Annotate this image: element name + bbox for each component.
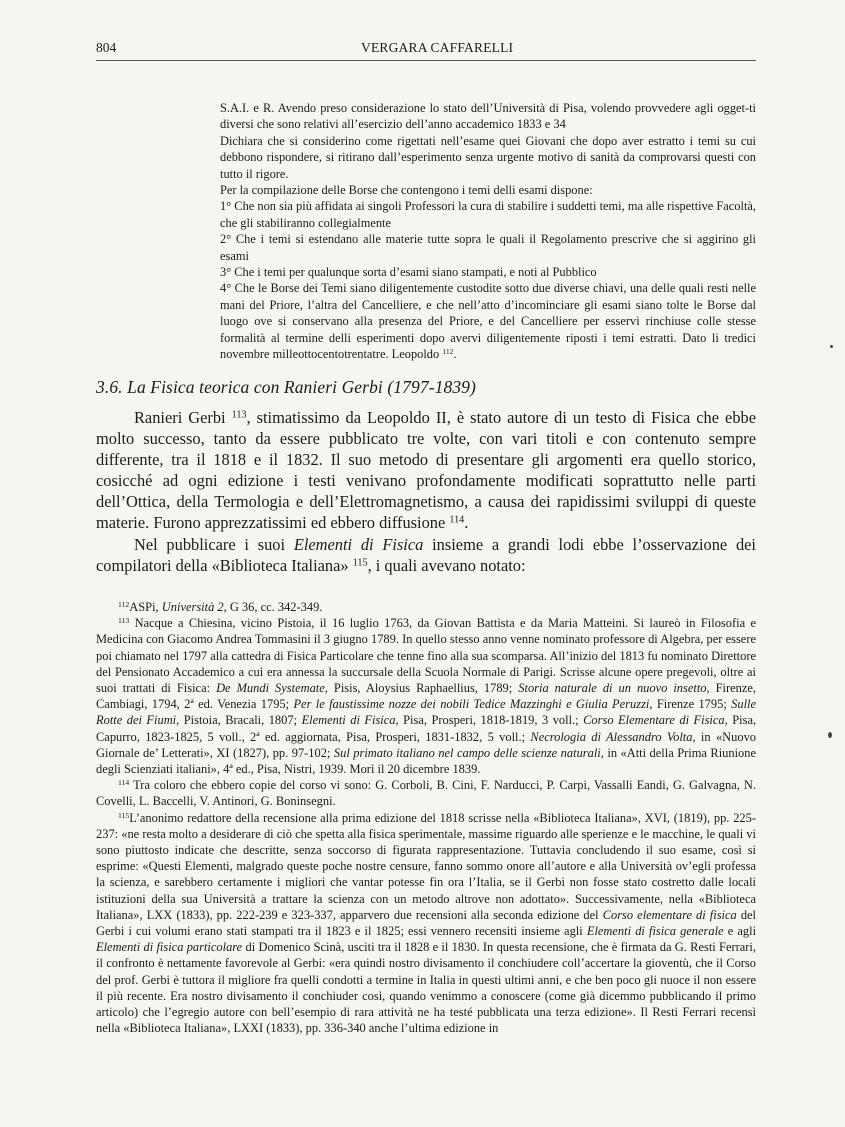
footnote-text: del Gerbi i cui volumi erano stati stampati tra il 1823 e il 1825; essi vennero recensiti insieme agli <box>96 907 757 939</box>
footnote-italic: De Mundi Systemate, <box>216 681 328 696</box>
body-paragraph <box>96 407 756 534</box>
section-title: La Fisica teorica con Ranieri Gerbi (1797-1839) <box>127 377 476 397</box>
footnote-text: e agli <box>727 924 757 939</box>
body-text-run: . <box>464 513 469 533</box>
body-text-run: insieme a grandi lodi ebbe l’osservazione dei compilatori della «Biblioteca Italiana» <box>96 534 756 575</box>
footnote-text: Pisis, Aloysius Raphaellius, 1789; <box>333 681 513 696</box>
document-paragraph: 2° Che i temi si estendano alle materie tutte sopra le quali il Regolamento prescrive che si aggirino gli esami <box>220 232 756 263</box>
document-paragraph: Per la compilazione delle Borse che contengono i temi delli esami dispone: <box>220 183 593 198</box>
body-text <box>96 407 756 576</box>
margin-speck <box>828 732 832 738</box>
footnote-ref: 115 <box>352 557 368 569</box>
footnote-text: ASPi, <box>129 600 159 614</box>
footnote-italic: Sul primato italiano nel campo delle scienze naturali, <box>333 745 604 760</box>
footnote-italic: Sulle Rotte dei Fiumi, <box>96 697 757 728</box>
footnote-ref: 114 <box>449 514 465 526</box>
footnote-text: L’anonimo redattore della recensione alla prima edizione del 1818 scrisse nella «Biblioteca Italiana», XVI, (1819), pp. 225-237: «ne resta molto a desiderare di ciò che spetta alla fisica sperimentale, massime riguardo alle sperienze e le macchine, le quali vi sono piuttosto indicate che descritte, senza soccorso di figurata rappresentazione. Tuttavia concludendo il suo esame, così si esprime: «Questi Elementi, malgrado queste poche nostre censure, fanno sommo onore all’autore e alla Università ov’egli professa la scienza, e sarebbero certamente i migliori che vantar potesse fin ora l’Italia, se il Gerbi non fosse stato costretto dalle locali istituzioni della sua Università a trattare la scienza con un metodo altrove non adottato». Successivamente, nella «Biblioteca Italiana», LXX (1833), pp. 222-239 e 323-337, apparvero due recensioni alla seconda edizione del <box>96 810 756 922</box>
footnote-number: 115 <box>118 810 130 820</box>
footnote-ref: 113 <box>231 409 247 421</box>
footnote-text: Pisa, Prosperi, 1818-1819, 3 voll.; <box>403 713 579 728</box>
section-heading <box>96 377 756 398</box>
margin-speck <box>830 345 833 348</box>
section-number: 3.6. <box>96 377 123 397</box>
document-paragraph: 1° Che non sia più affidata ai singoli Professori la cura di stabilire i suddetti temi, ma alle rispettive Facoltà, che gli stabiliranno collegialmente <box>220 199 756 230</box>
footnote-114 <box>96 777 756 809</box>
body-text-run: , i quali avevano notato: <box>367 555 526 575</box>
document-paragraph: S.A.I. e R. Avendo preso considerazione lo stato dell’Università di Pisa, volendo provvedere agli ogget-ti diversi che sono relativi all’esercizio dell’anno accademico 1833 e 34 <box>220 101 756 132</box>
footnote-ref: 112 <box>442 346 454 356</box>
page-number: 804 <box>96 40 117 55</box>
footnote-115 <box>96 810 756 1037</box>
footnote-italic: Università 2, <box>161 600 227 614</box>
footnote-italic: Corso Elementare di Fisica, <box>583 713 728 728</box>
footnote-italic: Necrologia di Alessandro Volta, <box>530 729 696 744</box>
document-paragraph-signed: 4° Che le Borse dei Temi siano diligentemente custodite sotto due diverse chiavi, una delle quali resti nelle mani del Priore, l’altra del Cancelliere, e che nell’atto d’incominciare gli esami siano tolte le Borse dal luogo ove si conservano alla presenza del Priore, e del Cancelliere per esservi rinchiuse colle stesse formalità al termine delli esperimenti dopo avervi diligentemente riposti i temi estratti. Dato li tredici novembre milleottocentotrentatre. Leopoldo $^{112}$. <box>220 281 756 362</box>
footnote-text: Pistoia, Bracali, 1807; <box>183 713 298 728</box>
footnote-text: G 36, cc. 342-349. <box>229 600 323 614</box>
footnote-text: Firenze, Cambiagi, 1794, 2ª ed. Venezia 1795; <box>96 681 757 712</box>
footnote-italic: Corso elementare di fisica <box>602 907 737 922</box>
body-text-run: Nel pubblicare i suoi <box>134 534 286 554</box>
book-title: Elementi di Fisica <box>293 534 424 554</box>
body-text-run: Ranieri Gerbi <box>134 408 226 427</box>
footnote-text: Nacque a Chiesina, vicino Pistoia, il 16 luglio 1763, da Giovan Battista e da Maria Matteini. Si laureò in Filosofia e Medicina con Giacomo Andrea Tommasini il 3 giugno 1789. In quello stesso anno venne nominato professore di Algebra, per essere poi chiamato nel 1797 alla cattedra di Fisica Particolare che tenne fino alla sua scomparsa. All’inizio del 1813 fu nominato Direttore del Pensionato Accademico a cui era annessa la succursale della Scuola Normale di Parigi. Scrisse alcune opere pregevoli, oltre ai suoi trattati di Fisica: <box>96 616 756 696</box>
footnote-text: di Domenico Scinà, usciti tra il 1828 e il 1830. In questa recensione, che è firmata da G. Resti Ferrari, il confronto è nettamente favorevole al Gerbi: «era quindi nostro divisamento il conchiudere coll’accertare la gioventù, che il Corso del prof. Gerbi è tuttora il migliore fra quelli condotti a termine in Italia in questi ultimi anni, e che ben poco gli nuoce il non essere il più recente. Era nostro divisamento il conchiuder così, quando venimmo a conoscere (come già dicemmo pubblicando il primo articolo) che l’egregio autore con bell’esempio di rara attività ne ha testé pubblicata una terza edizione». Il Resti Ferrari recensì nella «Biblioteca Italiana», LXXI (1833), pp. 336-340 anche l’ultima edizione in <box>96 940 756 1036</box>
footnote-italic: Storia naturale di un nuovo insetto, <box>518 681 710 696</box>
document-paragraph: 3° Che i temi per qualunque sorta d’esami siano stampati, e noti al Pubblico <box>220 265 597 280</box>
footnote-italic: Elementi di Fisica, <box>301 713 399 728</box>
footnotes <box>96 599 756 1036</box>
footnote-italic: Per le faustissime nozze dei nobili Tedice Mazzinghi e Giulia Peruzzi, <box>293 697 653 712</box>
footnote-text: in «Nuovo Giornale de’ Letterati», XI (1827), pp. 97-102; <box>96 729 757 760</box>
footnote-number: 112 <box>118 599 130 609</box>
quoted-document <box>220 100 756 363</box>
footnote-text: Pisa, Capurro, 1823-1825, 5 voll., 2ª ed. aggiornata, Pisa, Prosperi, 1831-1832, 5 voll.; <box>96 713 757 744</box>
footnote-number: 113 <box>118 615 130 625</box>
footnote-number: 114 <box>118 778 130 787</box>
footnote-text: Tra coloro che ebbero copie del corso vi sono: G. Corboli, B. Cini, F. Narducci, P. Carpi, Vassalli Eandi, G. Galvagna, N. Covelli, L. Baccelli, V. Antinori, G. Boninsegni. <box>96 778 756 809</box>
running-head <box>96 40 756 61</box>
footnote-text: in «Atti della Prima Riunione degli Scienziati italiani», 4ª ed., Pisa, Nistri, 1939. Morì il 20 dicembre 1839. <box>96 745 756 777</box>
footnote-italic: Elementi di fisica generale <box>586 924 724 939</box>
document-text: 4° Che le Borse dei Temi siano diligentemente custodite sotto due diverse chiavi, una delle quali resti nelle mani del Priore, l’altra del Cancelliere, e che nell’atto d’incominciare gli esami siano tolte le Borse dal luogo ove si conservano alla presenza del Priore, e del Cancelliere per esservi rinchiuse colle stesse formalità al termine delli esperimenti dopo avervi diligentemente riposti i temi estratti. Dato li tredici novembre milleottocentotrentatre. Leopoldo <box>220 281 756 362</box>
body-paragraph <box>96 534 756 576</box>
footnote-112 <box>96 599 756 615</box>
footnote-italic: Elementi di fisica particolare <box>96 940 243 955</box>
footnote-text: Firenze 1795; <box>656 697 727 712</box>
running-title: VERGARA CAFFARELLI <box>361 40 514 55</box>
document-paragraph: Dichiara che si considerino come rigettati nell’esame quei Giovani che dopo aver estratto i temi su cui debbono rispondere, si ritirano dall’esperimento senza urgente motivo di sanità da comprovarsi questi con tutto il rigore. <box>220 133 756 181</box>
footnote-113 <box>96 615 756 777</box>
body-text-run: , stimatissimo da Leopoldo II, è stato autore di un testo di Fisica che ebbe molto successo, tanto da essere pubblicato tre volte, con vari titoli e con contenuto sempre differente, tra il 1818 e il 1832. Il suo metodo di presentare gli argomenti era quello storico, cosicché ad ogni edizione i testi venivano profondamente modificati soprattutto nelle parti dell’Ottica, della Termologia e dell’Elettromagnetismo, a causa dei rapidissimi sviluppi di queste materie. Furono apprezzatissimi ed ebbero diffusione <box>96 408 756 533</box>
